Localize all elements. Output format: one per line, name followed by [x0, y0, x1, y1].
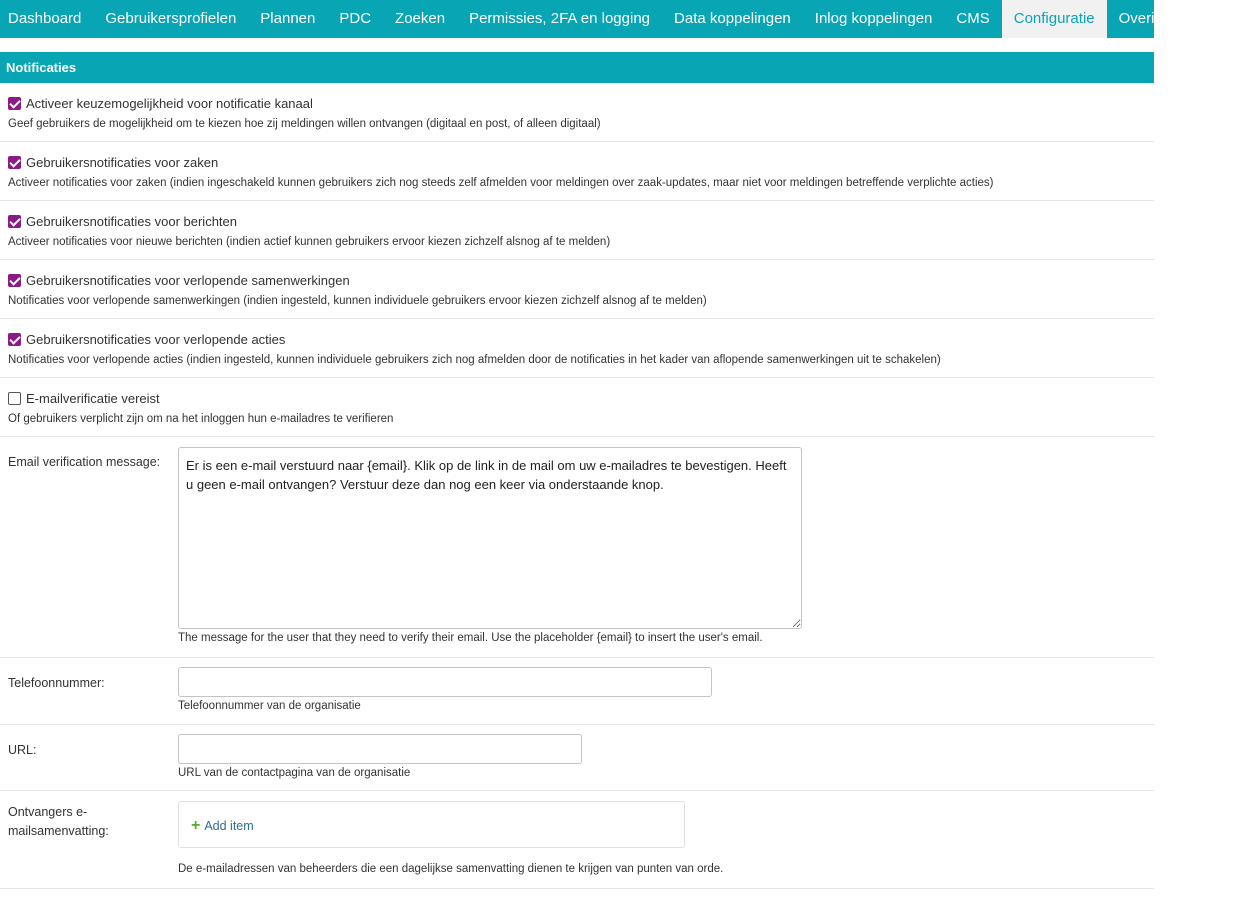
setting-label: Gebruikersnotificaties voor verlopende acties: [26, 331, 286, 347]
tab-gebruikersprofielen[interactable]: Gebruikersprofielen: [105, 10, 237, 27]
tab-dashboard[interactable]: Dashboard: [8, 10, 82, 27]
url-label: URL:: [8, 743, 37, 757]
tab-pdc[interactable]: PDC: [339, 10, 372, 27]
phone-row: [0, 658, 1154, 725]
plus-icon: +: [191, 817, 201, 834]
main-nav: [0, 0, 1227, 38]
phone-help: Telefoonnummer van de organisatie: [178, 700, 361, 712]
add-item-button[interactable]: [191, 819, 254, 833]
setting-row: [0, 378, 1154, 437]
checkbox-checked-icon[interactable]: [8, 274, 21, 287]
phone-label: Telefoonnummer:: [8, 676, 105, 690]
setting-description: Activeer notificaties voor zaken (indien ingeschakeld kunnen gebruikers zich nog steeds zelf afmelden voor meldingen over zaak-updates, maar niet voor meldingen betreffende verplichte acties): [8, 177, 994, 189]
email-message-label: Email verification message:: [8, 455, 161, 469]
tab-inlog-koppelingen[interactable]: Inlog koppelingen: [814, 10, 933, 27]
checkbox-checked-icon[interactable]: [8, 97, 21, 110]
url-row: [0, 725, 1154, 791]
setting-checkbox-line[interactable]: [8, 390, 160, 406]
add-item-label: Add item: [204, 819, 254, 833]
setting-label: E-mailverificatie vereist: [26, 390, 160, 406]
tab-data-koppelingen[interactable]: Data koppelingen: [674, 10, 791, 27]
email-message-textarea[interactable]: [178, 447, 802, 629]
setting-label: Activeer keuzemogelijkheid voor notificatie kanaal: [26, 95, 313, 111]
setting-row: [0, 142, 1154, 201]
tab-zoeken[interactable]: Zoeken: [395, 10, 446, 27]
tab-permissies[interactable]: Permissies, 2FA en logging: [469, 10, 651, 27]
recipients-help: De e-mailadressen van beheerders die een dagelijkse samenvatting dienen te krijgen van punten van orde.: [178, 863, 724, 875]
tab-overige[interactable]: Overige/Diverse: [1118, 10, 1227, 27]
recipients-label: Ontvangers e-mailsamenvatting:: [8, 805, 109, 838]
recipients-row: [0, 791, 1154, 889]
phone-input[interactable]: [178, 667, 712, 697]
url-input[interactable]: [178, 734, 582, 764]
setting-row: [0, 260, 1154, 319]
setting-description: Activeer notificaties voor nieuwe berichten (indien actief kunnen gebruikers ervoor kiezen zichzelf alsnog af te melden): [8, 236, 611, 248]
setting-checkbox-line[interactable]: [8, 213, 237, 229]
tab-cms[interactable]: CMS: [956, 10, 990, 27]
checkbox-unchecked-icon[interactable]: [8, 392, 21, 405]
setting-description: Geef gebruikers de mogelijkheid om te kiezen hoe zij meldingen willen ontvangen (digitaal en post, of alleen digitaal): [8, 118, 601, 130]
setting-description: Notificaties voor verlopende samenwerkingen (indien ingesteld, kunnen individuele gebruikers ervoor kiezen zichzelf alsnog af te melden): [8, 295, 707, 307]
setting-checkbox-line[interactable]: [8, 154, 218, 170]
section-title: Notificaties: [0, 52, 1154, 83]
checkbox-checked-icon[interactable]: [8, 333, 21, 346]
setting-description: Of gebruikers verplicht zijn om na het inloggen hun e-mailadres te verifieren: [8, 413, 394, 425]
recipients-list: [178, 801, 685, 848]
setting-row: [0, 201, 1154, 260]
setting-description: Notificaties voor verlopende acties (indien ingesteld, kunnen individuele gebruikers zich nog afmelden door de notificaties in het kader van aflopende samenwerkingen uit te schakelen): [8, 354, 941, 366]
setting-checkbox-line[interactable]: [8, 272, 350, 288]
setting-label: Gebruikersnotificaties voor zaken: [26, 154, 219, 170]
setting-label: Gebruikersnotificaties voor verlopende samenwerkingen: [26, 272, 350, 288]
setting-checkbox-line[interactable]: [8, 95, 313, 111]
tab-plannen[interactable]: Plannen: [260, 10, 316, 27]
email-message-row: [0, 437, 1154, 658]
checkbox-checked-icon[interactable]: [8, 156, 21, 169]
setting-label: Gebruikersnotificaties voor berichten: [26, 213, 237, 229]
setting-checkbox-line[interactable]: [8, 331, 285, 347]
checkbox-checked-icon[interactable]: [8, 215, 21, 228]
email-message-help: The message for the user that they need to verify their email. Use the placeholder {email} to insert the user's email.: [178, 632, 763, 644]
setting-row: [0, 319, 1154, 378]
tab-configuratie[interactable]: Configuratie: [1002, 0, 1107, 38]
url-help: URL van de contactpagina van de organisatie: [178, 767, 411, 779]
setting-row: [0, 83, 1154, 142]
